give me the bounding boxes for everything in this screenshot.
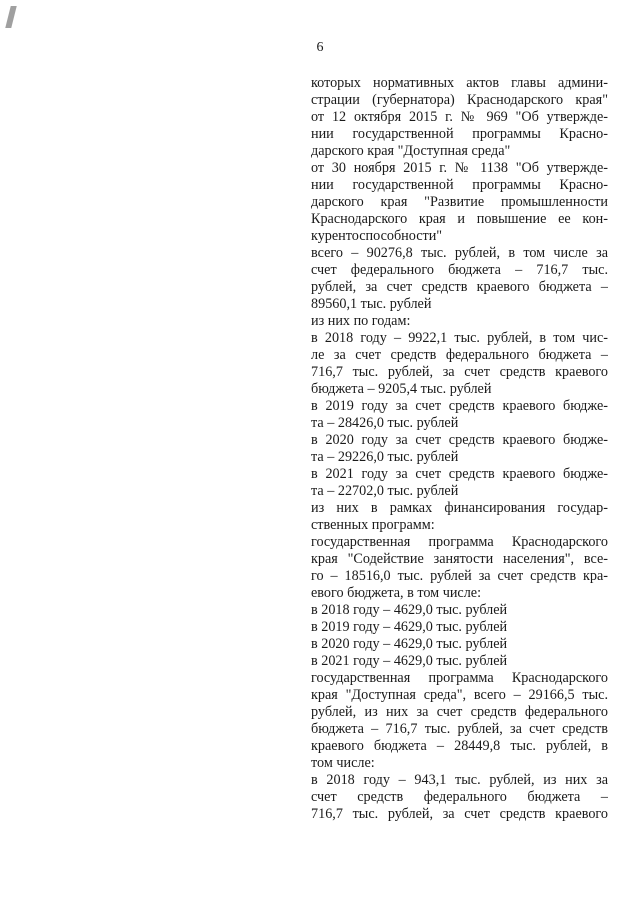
text-line: Краснодарского края и повышение ее кон- xyxy=(311,211,608,227)
text-line: государственная программа Краснодарского xyxy=(311,534,608,550)
paragraph xyxy=(311,602,608,619)
text-line: в 2018 году – 943,1 тыс. рублей, из них за xyxy=(311,772,608,788)
text-line: дарского края "Доступная среда" xyxy=(311,143,511,159)
text-line: бюджета – 9205,4 тыс. рублей xyxy=(311,381,492,397)
text-line: в 2020 году – 4629,0 тыс. рублей xyxy=(311,636,508,652)
text-line: бюджета – 716,7 тыс. рублей, за счет средств xyxy=(311,721,608,737)
text-line: в 2020 году за счет средств краевого бюдже- xyxy=(311,432,608,448)
text-line: та – 22702,0 тыс. рублей xyxy=(311,483,459,499)
text-line: краевого бюджета – 28449,8 тыс. рублей, в xyxy=(311,738,608,754)
text-line: том числе: xyxy=(311,755,375,771)
text-line: в 2019 году за счет средств краевого бюдже- xyxy=(311,398,608,414)
text-line: дарского края "Развитие промышленности xyxy=(311,194,608,210)
text-line: из них по годам: xyxy=(311,313,411,329)
paragraph xyxy=(311,313,608,330)
paragraph xyxy=(311,670,608,772)
text-line: из них в рамках финансирования государ- xyxy=(311,500,608,516)
text-line: рублей, из них за счет средств федерального xyxy=(311,704,608,720)
text-line: та – 29226,0 тыс. рублей xyxy=(311,449,459,465)
text-line: ственных программ: xyxy=(311,517,435,533)
text-line: государственная программа Краснодарского xyxy=(311,670,608,686)
paragraph xyxy=(311,653,608,670)
paragraph xyxy=(311,534,608,602)
paragraph xyxy=(311,245,608,313)
paragraph xyxy=(311,398,608,432)
text-line: 89560,1 тыс. рублей xyxy=(311,296,432,312)
text-line: в 2021 году – 4629,0 тыс. рублей xyxy=(311,653,508,669)
text-line: счет федерального бюджета – 716,7 тыс. xyxy=(311,262,608,278)
text-line: нии государственной программы Красно- xyxy=(311,177,608,193)
text-line: в 2019 году – 4629,0 тыс. рублей xyxy=(311,619,508,635)
paragraph xyxy=(311,160,608,245)
paragraph xyxy=(311,466,608,500)
paragraph xyxy=(311,330,608,398)
text-line: края "Доступная среда", всего – 29166,5 тыс. xyxy=(311,687,608,703)
text-line: ле за счет средств федерального бюджета – xyxy=(311,347,608,363)
text-line: от 30 ноября 2015 г. № 1138 "Об утвержде- xyxy=(311,160,608,176)
text-line: в 2018 году – 9922,1 тыс. рублей, в том чис- xyxy=(311,330,608,346)
paragraph xyxy=(311,772,608,823)
text-line: всего – 90276,8 тыс. рублей, в том числе за xyxy=(311,245,608,261)
text-line: края "Содействие занятости населения", все- xyxy=(311,551,608,567)
text-line: нии государственной программы Красно- xyxy=(311,126,608,142)
text-line: курентоспособности" xyxy=(311,228,443,244)
scan-corner-mark xyxy=(5,6,16,28)
paragraph xyxy=(311,432,608,466)
text-line: го – 18516,0 тыс. рублей за счет средств кра- xyxy=(311,568,608,584)
paragraph xyxy=(311,75,608,160)
text-line: счет средств федерального бюджета – xyxy=(311,789,608,805)
text-line: та – 28426,0 тыс. рублей xyxy=(311,415,459,431)
text-line: в 2021 году за счет средств краевого бюдже- xyxy=(311,466,608,482)
text-line: страции (губернатора) Краснодарского края" xyxy=(311,92,608,108)
text-line: евого бюджета, в том числе: xyxy=(311,585,482,601)
text-line: 716,7 тыс. рублей, за счет средств краевого xyxy=(311,806,608,822)
page-number: 6 xyxy=(316,40,324,55)
text-line: которых нормативных актов главы админи- xyxy=(311,75,608,91)
text-line: рублей, за счет средств краевого бюджета – xyxy=(311,279,608,295)
paragraph xyxy=(311,619,608,636)
document-text-column xyxy=(311,75,608,823)
text-line: от 12 октября 2015 г. № 969 "Об утвержде- xyxy=(311,109,608,125)
text-line: 716,7 тыс. рублей, за счет средств краевого xyxy=(311,364,608,380)
paragraph xyxy=(311,636,608,653)
text-line: в 2018 году – 4629,0 тыс. рублей xyxy=(311,602,508,618)
paragraph xyxy=(311,500,608,534)
